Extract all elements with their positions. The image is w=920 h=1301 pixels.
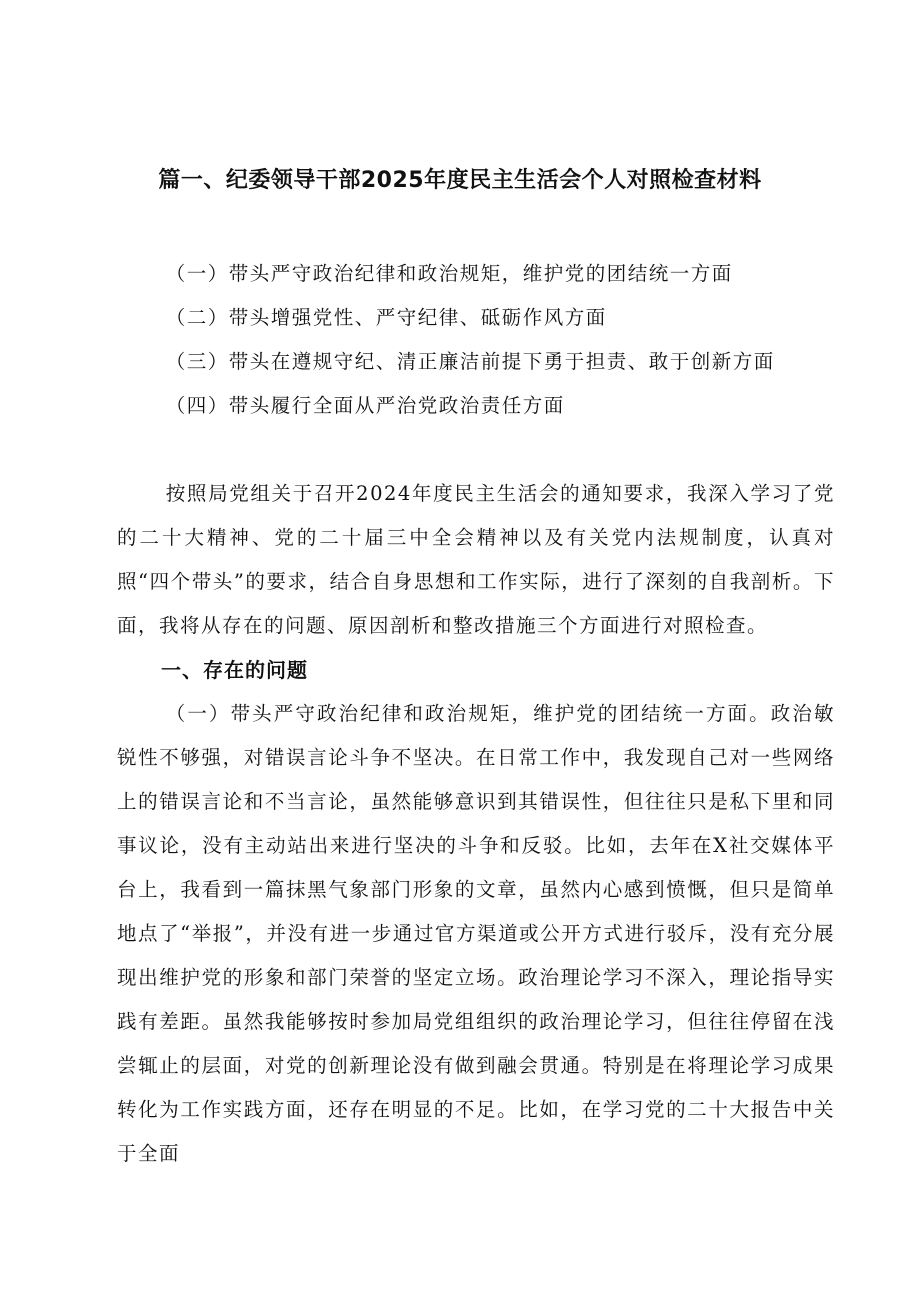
document-title: 篇一、纪委领导干部2025年度民主生活会个人对照检查材料 xyxy=(158,168,762,193)
document-body xyxy=(117,472,835,1176)
intro-paragraph: 按照局党组关于召开2024年度民主生活会的通知要求，我深入学习了党的二十大精神、党的二十届三中全会精神以及有关党内法规制度，认真对照“四个带头”的要求，结合自身思想和工作实际，进行了深刻的自我剖析。下面，我将从存在的问题、原因剖析和整改措施三个方面进行对照检查。 xyxy=(117,482,835,637)
section-1-paragraph: （一）带头严守政治纪律和政治规矩，维护党的团结统一方面。政治敏锐性不够强，对错误言论斗争不坚决。在日常工作中，我发现自己对一些网络上的错误言论和不当言论，虽然能够意识到其错误性，但往往只是私下里和同事议论，没有主动站出来进行坚决的斗争和反驳。比如，去年在X社交媒体平台上，我看到一篇抹黑气象部门形象的文章，虽然内心感到愤慨，但只是简单地点了“举报”，并没有进一步通过官方渠道或公开方式进行驳斥，没有充分展现出维护党的形象和部门荣誉的坚定立场。政治理论学习不深入，理论指导实践有差距。虽然我能够按时参加局党组组织的政治理论学习，但往往停留在浅尝辄止的层面，对党的创新理论没有做到融会贯通。特别是在将理论学习成果转化为工作实践方面，还存在明显的不足。比如，在学习党的二十大报告中关于全面 xyxy=(117,702,835,1165)
toc-item-2: （二）带头增强党性、严守纪律、砥砺作风方面 xyxy=(165,306,607,329)
toc-item-3: （三）带头在遵规守纪、清正廉洁前提下勇于担责、敢于创新方面 xyxy=(165,350,775,373)
section-heading-1: 一、存在的问题 xyxy=(161,658,308,682)
toc-item-4: （四）带头履行全面从严治党政治责任方面 xyxy=(165,394,565,417)
toc-item-1: （一）带头严守政治纪律和政治规矩，维护党的团结统一方面 xyxy=(165,262,733,285)
table-of-contents xyxy=(117,252,835,428)
